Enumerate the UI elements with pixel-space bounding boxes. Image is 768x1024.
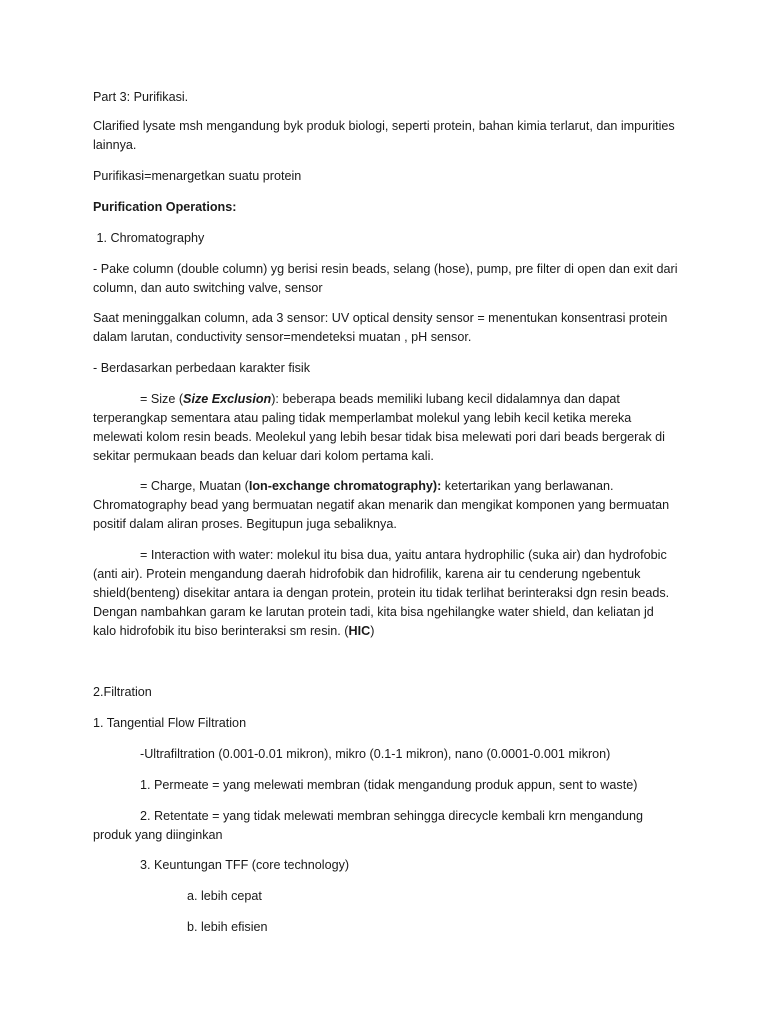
hic-abbreviation: HIC <box>348 624 371 638</box>
physical-basis-line: - Berdasarkan perbedaan karakter fisik <box>93 361 311 375</box>
ion-exchange-term: Ion-exchange chromatography): <box>248 479 442 493</box>
definition-line: Purifikasi=menargetkan suatu protein <box>93 169 302 183</box>
filtration-heading: 2.Filtration <box>93 685 152 699</box>
charge-description: ketertarikan yang berlawanan. Chromatography bead yang bermuatan negatif akan menarik dan mengikat komponen yang bermuatan positif dalam aliran proses. Begitupun juga sebaliknya. <box>93 479 670 531</box>
part-title: Part 3: Purifikasi. <box>93 90 189 104</box>
hydrophobic-interaction-paragraph <box>93 546 678 641</box>
tff-types-line: -Ultrafiltration (0.001-0.01 mikron), mikro (0.1-1 mikron), nano (0.0001-0.001 mikron) <box>140 747 611 761</box>
size-exclusion-term: Size Exclusion <box>183 392 272 406</box>
tff-heading: 1. Tangential Flow Filtration <box>93 716 247 730</box>
ion-exchange-paragraph <box>93 477 678 534</box>
charge-prefix: = Charge, Muatan ( <box>140 479 249 493</box>
advantage-a: a. lebih cepat <box>187 889 262 903</box>
water-close-paren: ) <box>370 624 375 638</box>
intro-paragraph: Clarified lysate msh mengandung byk produk biologi, seperti protein, bahan kimia terlarut, dan impurities lainnya. <box>93 119 675 152</box>
water-description: = Interaction with water: molekul itu bisa dua, yaitu antara hydrophilic (suka air) dan hydrofobic (anti air). Protein mengandung daerah hidrofobik dan hidrofilik, karena air tu cenderung ngebentuk shield(benteng) disekitar antara ia dengan protein, protein itu tidak terlihat berinteraksi dgn resin beads. Dengan nambahkan garam ke larutan protein tadi, kita bisa ngehilangke water shield, dan keliatan jd kalo hidrofobik itu biso berinteraksi sm resin. ( <box>93 548 670 638</box>
size-exclusion-paragraph <box>93 390 678 466</box>
operations-heading: Purification Operations: <box>93 200 237 214</box>
advantages-heading: 3. Keuntungan TFF (core technology) <box>140 858 350 872</box>
retentate-paragraph: 2. Retentate = yang tidak melewati membran sehingga direcycle kembali krn mengandung produk yang diinginkan <box>93 809 643 842</box>
chromatography-heading: 1. Chromatography <box>93 231 205 245</box>
size-description: ): beberapa beads memiliki lubang kecil didalamnya dan dapat terperangkap sementara atau paling tidak memperlambat molekul yang lebih kecil ketika mereka melewati kolom resin beads. Meolekul yang lebih besar tidak bisa melewati pori dari beads bergerak di sekitar permukaan beads dan keluar dari kolom pertama kali. <box>93 392 665 463</box>
chromatography-equipment: - Pake column (double column) yg berisi resin beads, selang (hose), pump, pre filter di open dan exit dari column, dan auto switching valve, sensor <box>93 262 678 295</box>
chromatography-sensors: Saat meninggalkan column, ada 3 sensor: UV optical density sensor = menentukan konsentrasi protein dalam larutan, conductivity sensor=mendeteksi muatan , pH sensor. <box>93 311 668 344</box>
permeate-line: 1. Permeate = yang melewati membran (tidak mengandung produk appun, sent to waste) <box>140 778 638 792</box>
size-prefix: = Size ( <box>140 392 184 406</box>
advantage-b: b. lebih efisien <box>187 920 268 934</box>
